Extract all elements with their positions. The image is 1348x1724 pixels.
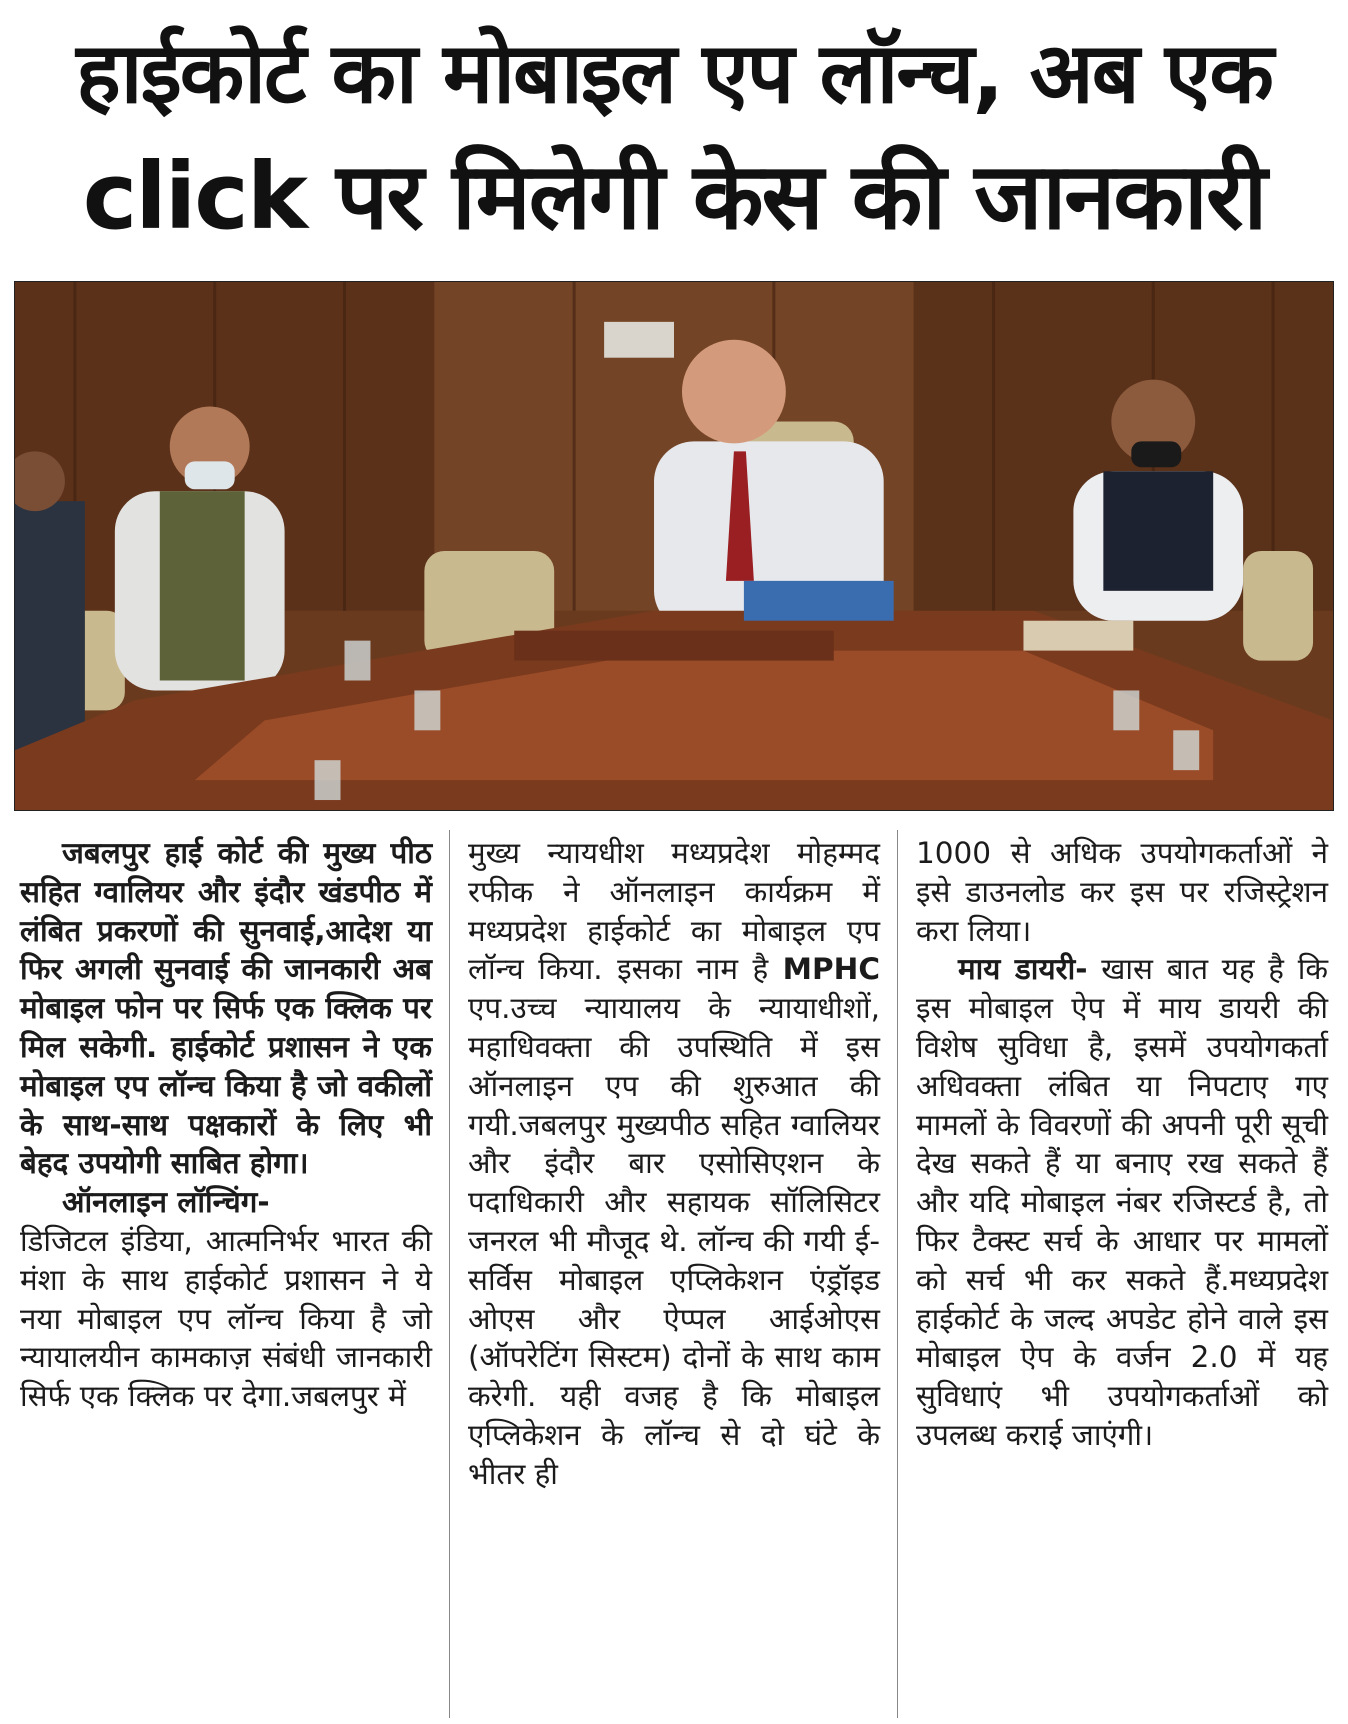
article-body-col3b: खास बात यह है कि इस मोबाइल ऐप में माय डायरी की विशेष सुविधा है, इसमें उपयोगकर्ता अधिवक्ता लंबित या निपटाए गए मामलों के विवरणों की अपनी पूरी सूची देख सकते हैं या बनाए रख सकते हैं और यदि मोबाइल नंबर रजिस्टर्ड है, तो फिर टैक्स्ट सर्च के आधार पर मामलों को सर्च भी कर सकते हैं.मध्यप्रदेश हाईकोर्ट के जल्द अपडेट होने वाले इस मोबाइल ऐप के वर्जन 2.0 में यह सुविधाएं भी उपयोगकर्ताओं को उपलब्ध कराई जाएंगी। xyxy=(916,952,1328,1452)
column-divider xyxy=(449,830,450,1718)
article-intro: जबलपुर हाई कोर्ट की मुख्य पीठ सहित ग्वालियर और इंदौर खंडपीठ में लंबित प्रकरणों की सुनवाई,आदेश या फिर अगली सुनवाई की जानकारी अब मोबाइल फोन पर सिर्फ एक क्लिक पर मिल सकेगी. हाईकोर्ट प्रशासन ने एक मोबाइल एप लॉन्च किया है जो वकीलों के साथ-साथ पक्षकारों के लिए भी बेहद उपयोगी साबित होगा। xyxy=(20,836,432,1181)
article-column-3 xyxy=(916,834,1328,1455)
article-body-col3a: 1000 से अधिक उपयोगकर्ताओं ने इसे डाउनलोड कर इस पर रजिस्ट्रेशन करा लिया। xyxy=(916,836,1328,948)
article-section-my-diary xyxy=(916,950,1328,1454)
article-column-1 xyxy=(20,834,432,1416)
col2-text-b: एप.उच्च न्यायालय के न्यायाधीशों, महाधिवक्ता की उपस्थिति में इस ऑनलाइन एप की शुरुआत की गयी.जबलपुर मुख्यपीठ सहित ग्वालियर और इंदौर बार एसोसिएशन के पदाधिकारी और सहायक सॉलिसिटर जनरल भी मौजूद थे. लॉन्च की गयी ई-सर्विस मोबाइल एप्लिकेशन एंड्रॉइड ओएस और ऐप्पल आईओएस (ऑपरेटिंग सिस्टम) दोनों के साथ काम करेगी. यही वजह है कि मोबाइल एप्लिकेशन के लॉन्च से दो घंटे के भीतर ही xyxy=(468,991,880,1491)
article-body-col1: डिजिटल इंडिया, आत्मनिर्भर भारत की मंशा के साथ हाईकोर्ट प्रशासन ने ये नया मोबाइल एप लॉन्च किया है जो न्यायालयीन कामकाज़ संबंधी जानकारी सिर्फ एक क्लिक पर देगा.जबलपुर में xyxy=(20,1223,432,1414)
article-column-2 xyxy=(468,834,880,1494)
headline-line-2: click पर मिलेगी केस की जानकारी xyxy=(82,143,1266,250)
news-photo xyxy=(14,281,1334,811)
app-name: MPHC xyxy=(782,952,880,987)
subhead-online-launch: ऑनलाइन लॉन्चिंग- xyxy=(62,1185,270,1220)
headline-line-1: हाईकोर्ट का मोबाइल एप लॉन्च, अब एक xyxy=(76,24,1272,122)
subhead-my-diary: माय डायरी- xyxy=(958,952,1088,987)
col2-text-a: मुख्य न्यायधीश मध्यप्रदेश मोहम्मद रफीक ने ऑनलाइन कार्यक्रम में मध्यप्रदेश हाईकोर्ट का मोबाइल एप लॉन्च किया. इसका नाम है xyxy=(468,836,880,987)
column-divider xyxy=(897,830,898,1718)
article-body-col2 xyxy=(468,834,880,1494)
article-section-launch xyxy=(20,1183,432,1222)
press-photo-meeting-icon xyxy=(15,282,1333,810)
